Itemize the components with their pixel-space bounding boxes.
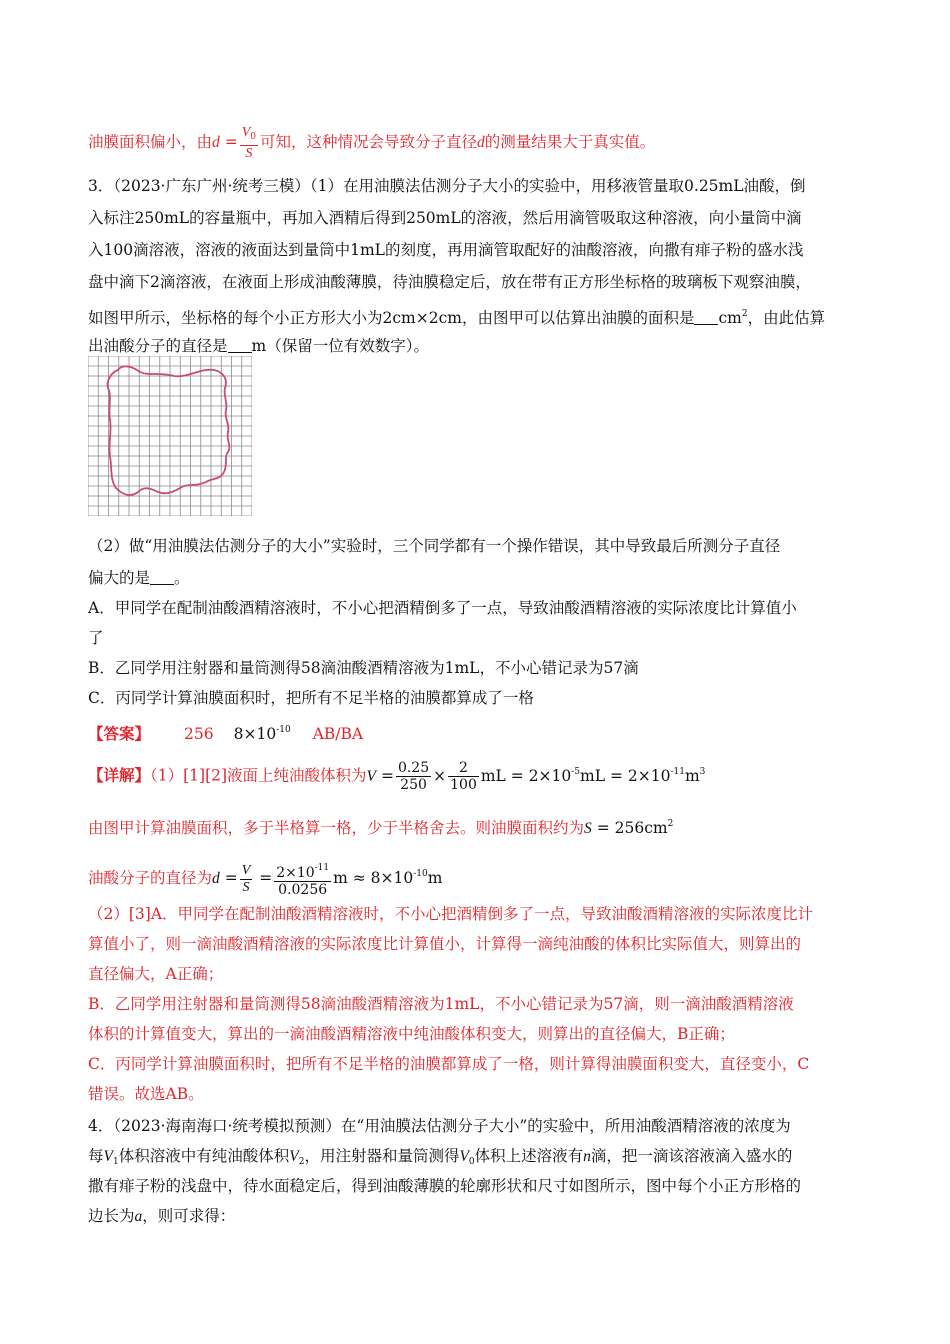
text: 边长为: [88, 1207, 135, 1225]
q3-line6: [88, 336, 429, 356]
option-c: C．丙同学计算油膜面积时，把所有不足半格的油膜都算成了一格: [88, 689, 534, 707]
text: 偏大的是: [88, 569, 151, 587]
text: 如图甲所示，坐标格的每个小正方形大小为2cm×2cm，由图甲可以估算出油膜的面积是: [88, 309, 695, 327]
q3-part2-line2: [88, 568, 190, 588]
var-v0: V: [459, 1148, 469, 1165]
answer-2: [234, 725, 291, 743]
formula-diameter: d = $\frac{V}{S}$ = $\frac{2\times 10^{-11}}{0.0256}$ $m \approx 8\times 10^{-10}m$: [212, 869, 442, 887]
unit: m: [684, 766, 700, 785]
q4-line1: 4．（2023·海南海口·统考模拟预测）在“用油膜法估测分子大小”的实验中，所用油酸酒精溶液的浓度为: [88, 1117, 791, 1135]
exp: -5: [571, 766, 581, 777]
detail-p2-5: 体积的计算值变大，算出的一滴油酸酒精溶液中纯油酸体积变大，则算出的直径偏大，B正确；: [88, 1025, 735, 1043]
text: 体积上述溶液有: [474, 1147, 584, 1165]
var-d: d: [212, 134, 220, 151]
num: V: [241, 862, 251, 878]
text: 滴，把一滴该溶液滴入盛水的: [590, 1147, 793, 1165]
formula-area: [584, 819, 673, 837]
answer-blank: [150, 570, 174, 585]
unit: cm: [718, 309, 742, 327]
frac-den: S: [245, 146, 253, 161]
value: = 256cm: [591, 819, 668, 837]
eq: =: [380, 766, 394, 785]
num: 0.25: [397, 760, 430, 776]
q3-line2: 入标注250mL的容量瓶中，再加入酒精后得到250mL的溶液，然后用滴管吸取这种溶液，向小量筒中滴: [88, 209, 802, 227]
sub: 2: [298, 1157, 305, 1167]
frac-num-sub: 0: [250, 132, 256, 142]
detail-p2-7: 错误。故选AB。: [88, 1085, 204, 1103]
detail-line2: [88, 814, 673, 839]
answer-2-base: 8×10: [233, 725, 277, 743]
var-d: d: [477, 134, 485, 151]
text: ，则可求得：: [142, 1207, 236, 1225]
text: mL = 2×10: [480, 766, 572, 785]
text: 出油酸分子的直径是: [88, 337, 228, 355]
exp: -11: [670, 766, 685, 777]
text: 可知，这种情况会导致分子直径: [259, 133, 477, 151]
q4-line2: [88, 1146, 792, 1172]
answer-label: 【答案】: [88, 724, 151, 743]
answer-3: AB/BA: [312, 725, 364, 743]
var-d: d: [212, 870, 220, 887]
fraction: [396, 760, 431, 793]
detail-p2-4: B．乙同学用注射器和量筒测得58滴油酸酒精溶液为1mL，不小心错记录为57滴，则一滴油酸酒精溶液: [88, 995, 794, 1013]
text: 每: [88, 1147, 104, 1165]
var-s: S: [584, 820, 592, 837]
eq: =: [224, 869, 238, 887]
oil-film-grid-figure: [88, 356, 252, 516]
text: 由图甲计算油膜面积，多于半格算一格，少于半格舍去。则油膜面积约为: [88, 819, 585, 837]
text: mL = 2×10: [580, 766, 671, 785]
q3-line4: 盘中滴下2滴溶液，在液面上形成油酸薄膜，待油膜稳定后，放在带有正方形坐标格的玻璃板下观察油膜，: [88, 273, 811, 291]
q3-line1: 3．（2023·广东广州·统考三模）（1）在用油膜法估测分子大小的实验中，用移液管量取0.25mL油酸，倒: [88, 177, 806, 195]
fraction: [274, 860, 331, 898]
option-a-line1: A．甲同学在配制油酸酒精溶液时，不小心把酒精倒多了一点，导致油酸酒精溶液的实际浓度比计算值小: [88, 599, 797, 617]
q3-line3: 入100滴溶液，溶液的液面达到量筒中1mL的刻度，再用滴管取配好的油酸溶液，向撒有痱子粉的盛水浅: [88, 241, 804, 259]
text: ，由此估算: [747, 309, 826, 327]
text: m（保留一位有效数字）。: [251, 337, 429, 355]
den: S: [242, 879, 250, 895]
text: ，用注射器和量筒测得: [304, 1147, 460, 1165]
detail-p2-2: 算值小了，则一滴油酸酒精溶液的实际浓度比计算值小，计算得一滴纯油酸的体积比实际值大，则算出的: [88, 935, 802, 953]
detail-p2-1: （2）[3]A．甲同学在配制油酸酒精溶液时，不小心把酒精倒多了一点，导致油酸酒精溶液的实际浓度比计: [88, 905, 814, 923]
text: （1）[1][2]液面上纯油酸体积为: [150, 766, 367, 785]
fraction: [448, 760, 479, 793]
sup: 2: [667, 819, 674, 829]
text: 油膜面积偏小，由: [88, 133, 213, 151]
q3-part2-line1: （2）做“用油膜法估测分子的大小”实验时，三个同学都有一个操作错误，其中导致最后所测分子直径: [88, 537, 781, 555]
var-n: n: [583, 1148, 591, 1165]
num-base: 2×10: [276, 865, 315, 881]
detail-line1: [88, 760, 705, 793]
unit: m: [427, 869, 443, 887]
detail-p2-3: 直径偏大，A正确；: [88, 965, 224, 983]
den: 0.0256: [278, 882, 328, 898]
var-v2: V: [289, 1148, 299, 1165]
option-b: B．乙同学用注射器和量筒测得58滴油酸酒精溶液为1mL，不小心错记录为57滴: [88, 659, 639, 677]
answer-blank: [228, 338, 252, 353]
sub: 1: [112, 1157, 119, 1167]
q4-line4: [88, 1206, 235, 1227]
den: 100: [450, 777, 477, 793]
times: ×: [433, 766, 447, 785]
answer-2-exp: -10: [276, 725, 291, 735]
exp: -10: [413, 869, 428, 879]
var-v: V: [366, 767, 377, 785]
var-a: a: [134, 1208, 143, 1225]
answer-line: [88, 720, 363, 744]
sup: 3: [699, 766, 706, 777]
num: 2: [448, 760, 479, 777]
prev-answer-line: 油膜面积偏小，由d = $\frac{V_0}{S}$ 可知，这种情况会导致分子直径d的测量结果大于真实值。: [88, 125, 656, 161]
answer-blank: [694, 310, 718, 325]
detail-p2-6: C．丙同学计算油膜面积时，把所有不足半格的油膜都算成了一格，则计算得油膜面积变大，直径变小，C: [88, 1055, 810, 1073]
option-a-line2: 了: [88, 629, 104, 647]
num-exp: -11: [314, 863, 330, 873]
q3-line5: [88, 304, 825, 328]
frac-num: V: [241, 125, 251, 140]
text: 。: [174, 569, 190, 587]
q4-line3: 撒有痱子粉的浅盘中，待水面稳定后，得到油酸薄膜的轮廓形状和尺寸如图所示，图中每个小正方形格的: [88, 1177, 802, 1195]
text: m ≈ 8×10: [333, 869, 414, 887]
text: 油酸分子的直径为: [88, 869, 213, 887]
text: 的测量结果大于真实值。: [484, 133, 656, 151]
detail-line3: [88, 860, 442, 898]
fraction-v0-over-s: [240, 124, 258, 162]
formula-volume: [366, 760, 706, 793]
sub: 0: [468, 1157, 475, 1167]
var-v1: V: [103, 1148, 113, 1165]
fraction: [240, 863, 253, 896]
answer-1: 256: [184, 725, 214, 743]
text: 体积溶液中有纯油酸体积: [118, 1147, 290, 1165]
den: 250: [400, 777, 427, 793]
sup: 2: [741, 309, 748, 319]
detail-label: 【详解】: [88, 765, 151, 785]
